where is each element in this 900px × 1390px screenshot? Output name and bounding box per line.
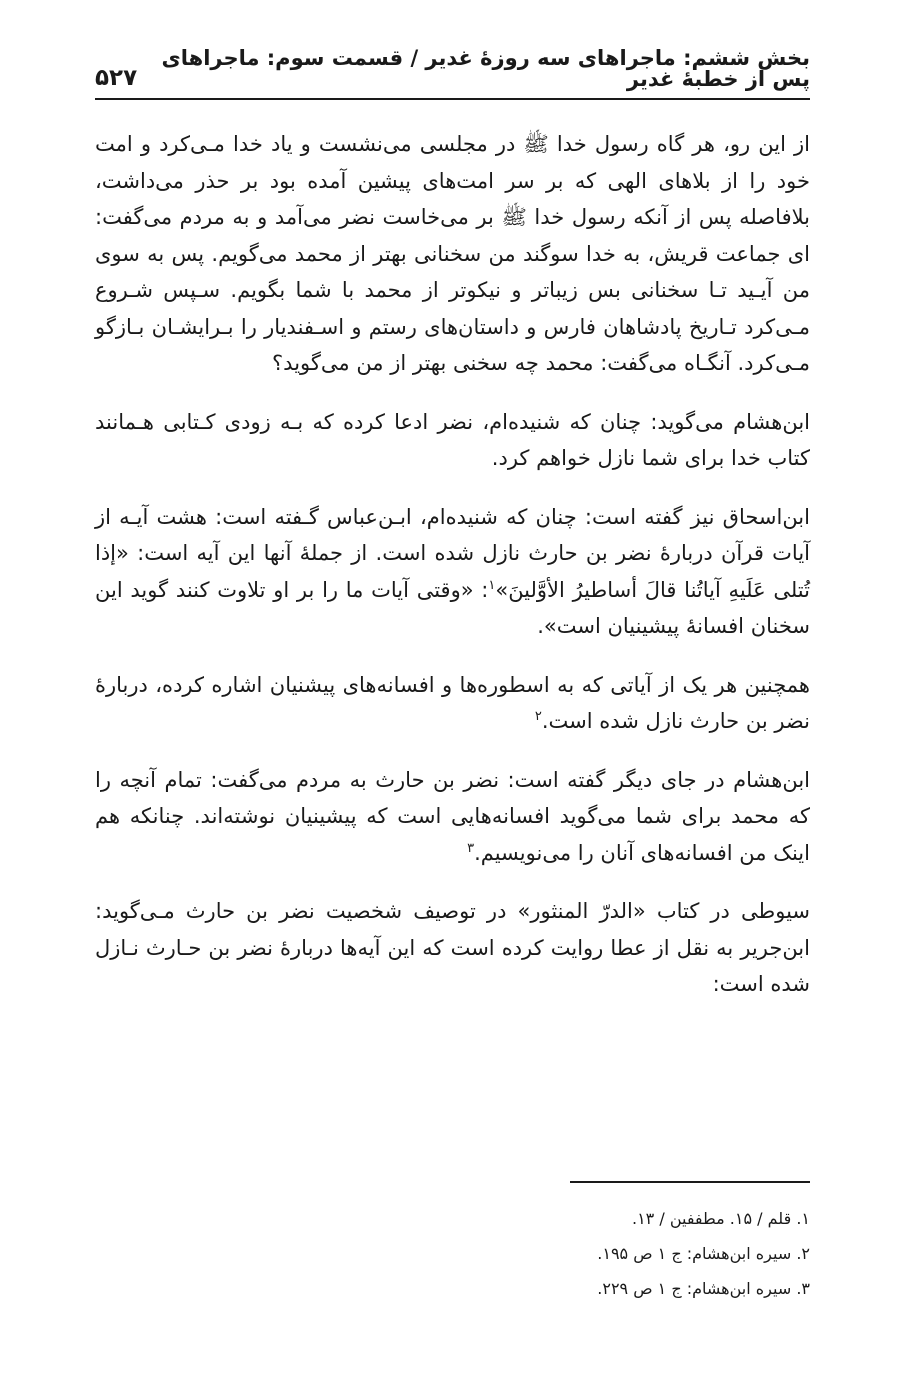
paragraph-text: سیوطی در کتاب «الدرّ المنثور» در توصیف شخصیت نضر بن حارث مـی‌گوید: ابن‌جریر به نقل از عطا روایت کرده است که این آیه‌ها دربارهٔ نضر بن حـارث نـازل شده است: bbox=[95, 899, 810, 996]
footnote-2: ۲. سیره ابن‌هشام: ج ۱ ص ۱۹۵. bbox=[597, 1244, 810, 1263]
paragraph-text-continued: : «وقتی آیات ما را بر او تلاوت کنند گوید این سخنان افسانهٔ پیشینیان است». bbox=[95, 577, 810, 638]
paragraph-6 bbox=[95, 893, 810, 1003]
paragraph-2 bbox=[95, 404, 810, 477]
paragraph-text: ابن‌هشام می‌گوید: چنان که شنیده‌ام، نضر ادعا کرده که بـه زودی کـتابی هـمانند کتاب خدا برای شما نازل خواهم کرد. bbox=[95, 409, 810, 470]
footnote-1: ۱. قلم / ۱۵. مطففین / ۱۳. bbox=[631, 1209, 810, 1228]
footnote-marker-2: ۲ bbox=[534, 709, 542, 724]
footnotes bbox=[95, 1201, 810, 1306]
footnote-divider bbox=[570, 1181, 810, 1183]
page-number: ۵۲۷ bbox=[95, 65, 138, 91]
footnote-marker-1: ۱ bbox=[488, 577, 496, 593]
paragraph-text: ابن‌اسحاق نیز گفته است: چنان که شنیده‌ام، ابـن‌عباس گـفته است: هشت آیـه از آیات قرآن دربارهٔ نضر بن حارث نازل شده است. از جملهٔ آنها این آیه است: «إذا تُتلی عَلَیهِ آیاتُنا قالَ أساطیرُ الأوَّلینَ» bbox=[95, 504, 810, 602]
paragraph-text: همچنین هر یک از آیاتی که به اسطوره‌ها و افسانه‌های پیشنیان اشاره کرده، دربارهٔ نضر بن حارث نازل شده است. bbox=[95, 672, 810, 733]
paragraph-3 bbox=[95, 499, 810, 645]
paragraph-text: از این رو، هر گاه رسول خدا ﷺ در مجلسی می‌نشست و یاد خدا مـی‌کرد و امت خود را از بلاهای الهی که بر سر امت‌های پیشین آمده بود بر حذر می‌داشت، بلافاصله پس از آنکه رسول خدا ﷺ بر می‌خاست نضر می‌آمد و به مردم می‌گفت: ای جماعت قریش، به خدا سوگند من سخنانی بهتر از محمد می‌گویم. پس به سوی من آیـید تـا سخنانی بس زیباتر و نیکوتر از محمد با شما بگویم. سـپس شـروع مـی‌کرد تـاریخ پادشاهان فارس و داستان‌های رستم و اسـفندیار را بـرایشـان بـازگو مـی‌کرد. آنگـاه می‌گفت: محمد چه سخنی بهتر از من می‌گوید؟ bbox=[95, 132, 810, 375]
paragraph-4 bbox=[95, 667, 810, 740]
running-header bbox=[95, 46, 810, 100]
book-page bbox=[95, 46, 810, 1298]
paragraph-text: ابن‌هشام در جای دیگر گفته است: نضر بن حارث به مردم می‌گفت: تمام آنچه را که محمد برای شما می‌گوید افسانه‌هایی است که پیشینیان نوشته‌اند. چنانکه هم اینک من افسانه‌های آنان را می‌نویسیم. bbox=[95, 767, 810, 865]
paragraph-5 bbox=[95, 762, 810, 872]
footnote-marker-3: ۳ bbox=[467, 840, 475, 856]
running-title: بخش ششم: ماجراهای سه روزهٔ غدیر / قسمت سوم: ماجراهای پس از خطبهٔ غدیر bbox=[161, 46, 810, 91]
body-text bbox=[95, 126, 810, 1003]
footnote-3: ۳. سیره ابن‌هشام: ج ۱ ص ۲۲۹. bbox=[597, 1279, 810, 1298]
paragraph-1 bbox=[95, 126, 810, 382]
